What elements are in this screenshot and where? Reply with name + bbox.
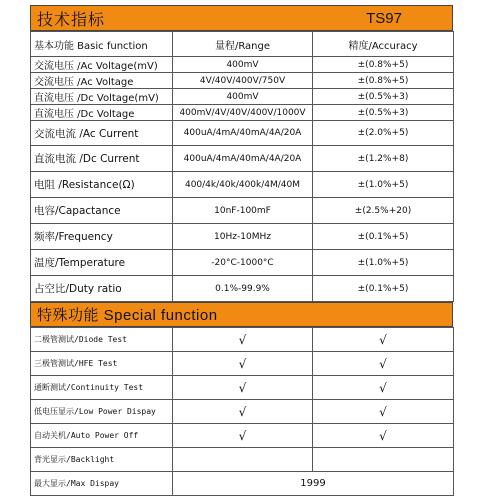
column-header-range: 量程/Range	[173, 32, 313, 57]
function-name: 通断测试/Continuity Test	[31, 376, 173, 400]
table-row	[31, 172, 454, 198]
check-mark: √	[173, 376, 313, 400]
table-row	[31, 376, 454, 400]
check-mark	[173, 448, 313, 472]
range-value: 400mV/4V/40V/400V/1000V	[173, 105, 313, 121]
table-row	[31, 57, 454, 73]
accuracy-value: ±(0.1%+5)	[313, 276, 454, 302]
accuracy-value: ±(1.0%+5)	[313, 250, 454, 276]
table-header-row	[31, 32, 454, 57]
max-display-value: 1999	[173, 472, 454, 496]
table-row	[31, 400, 454, 424]
table-row	[31, 424, 454, 448]
accuracy-value: ±(1.2%+8)	[313, 146, 454, 172]
accuracy-value: ±(2.5%+20)	[313, 198, 454, 224]
function-name: 电容/Capactance	[31, 198, 173, 224]
accuracy-value: ±(1.0%+5)	[313, 172, 454, 198]
function-name: 频率/Frequency	[31, 224, 173, 250]
column-header-function: 基本功能 Basic function	[31, 32, 173, 57]
accuracy-value: ±(0.5%+3)	[313, 105, 454, 121]
check-mark: √	[313, 352, 454, 376]
basic-spec-table	[30, 31, 454, 302]
function-name: 电阻 /Resistance(Ω)	[31, 172, 173, 198]
table-row	[31, 73, 454, 89]
header-title: 技术指标	[37, 9, 106, 29]
header-model: TS97	[366, 9, 402, 27]
check-mark: √	[313, 376, 454, 400]
function-name: 自动关机/Auto Power Off	[31, 424, 173, 448]
table-row	[31, 105, 454, 121]
check-mark: √	[313, 328, 454, 352]
check-mark: √	[313, 424, 454, 448]
function-name: 低电压显示/Low Power Dispay	[31, 400, 173, 424]
accuracy-value: ±(0.1%+5)	[313, 224, 454, 250]
check-mark	[313, 448, 454, 472]
accuracy-value: ±(2.0%+5)	[313, 121, 454, 146]
range-value: 4V/40V/400V/750V	[173, 73, 313, 89]
table-row	[31, 121, 454, 146]
function-name: 交流电压 /Ac Voltage(mV)	[31, 57, 173, 73]
function-name: 直流电压 /Dc Voltage	[31, 105, 173, 121]
function-name: 直流电压 /Dc Voltage(mV)	[31, 89, 173, 105]
range-value: 10nF-100mF	[173, 198, 313, 224]
table-row	[31, 276, 454, 302]
special-title: 特殊功能 Special function	[37, 307, 218, 324]
function-name: 二极管测试/Diode Test	[31, 328, 173, 352]
table-row	[31, 448, 454, 472]
table-row	[31, 250, 454, 276]
range-value: 400/4k/40k/400k/4M/40M	[173, 172, 313, 198]
range-value: 400mV	[173, 57, 313, 73]
table-row	[31, 472, 454, 496]
function-name: 占空比/Duty ratio	[31, 276, 173, 302]
range-value: 400uA/4mA/40mA/4A/20A	[173, 146, 313, 172]
check-mark: √	[173, 352, 313, 376]
range-value: -20°C-1000°C	[173, 250, 313, 276]
check-mark: √	[173, 400, 313, 424]
function-name: 三极管测试/HFE Test	[31, 352, 173, 376]
table-row	[31, 89, 454, 105]
function-name: 交流电压 /Ac Voltage	[31, 73, 173, 89]
table-row	[31, 352, 454, 376]
function-name: 背光显示/Backlight	[31, 448, 173, 472]
accuracy-value: ±(0.5%+3)	[313, 89, 454, 105]
function-name: 交流电流 /Ac Current	[31, 121, 173, 146]
table-row	[31, 224, 454, 250]
accuracy-value: ±(0.8%+5)	[313, 73, 454, 89]
spec-sheet	[30, 5, 453, 489]
header-band	[30, 5, 453, 31]
function-name: 温度/Temperature	[31, 250, 173, 276]
range-value: 0.1%-99.9%	[173, 276, 313, 302]
table-row	[31, 328, 454, 352]
range-value: 400mV	[173, 89, 313, 105]
check-mark: √	[173, 328, 313, 352]
check-mark: √	[313, 400, 454, 424]
special-function-table	[30, 327, 454, 496]
accuracy-value: ±(0.8%+5)	[313, 57, 454, 73]
range-value: 10Hz-10MHz	[173, 224, 313, 250]
special-band	[30, 302, 453, 327]
column-header-accuracy: 精度/Accuracy	[313, 32, 454, 57]
check-mark: √	[173, 424, 313, 448]
range-value: 400uA/4mA/40mA/4A/20A	[173, 121, 313, 146]
table-row	[31, 146, 454, 172]
function-name: 最大显示/Max Dispay	[31, 472, 173, 496]
table-row	[31, 198, 454, 224]
function-name: 直流电流 /Dc Current	[31, 146, 173, 172]
